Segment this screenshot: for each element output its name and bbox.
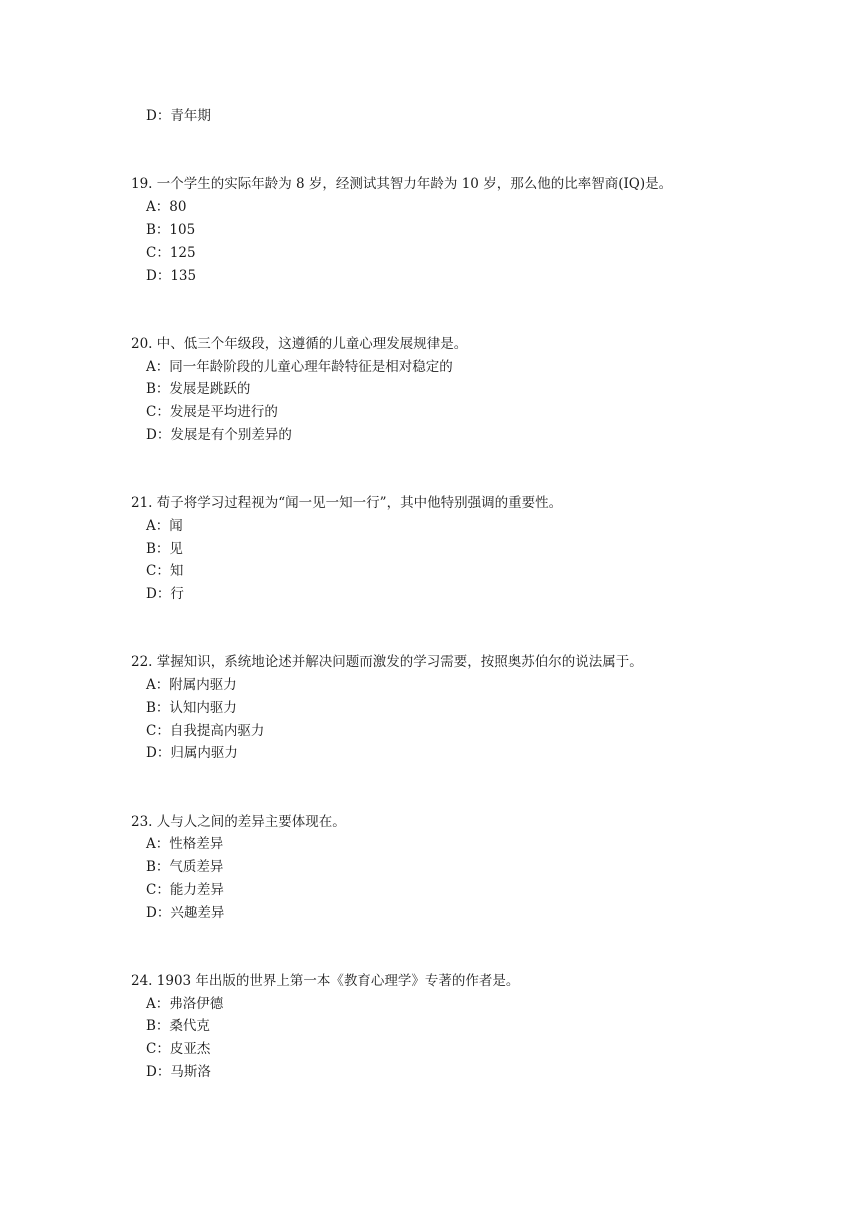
question-19-option-b: B：105 (146, 222, 196, 238)
question-19-option-c: C：125 (146, 245, 196, 261)
question-24-option-b: B：桑代克 (146, 1018, 210, 1034)
question-19-option-a: A：80 (146, 199, 187, 215)
question-19-stem: 19. 一个学生的实际年龄为 8 岁，经测试其智力年龄为 10 岁，那么他的比率智商(IQ)是。 (131, 176, 673, 192)
question-23-option-c: C：能力差异 (146, 882, 224, 898)
question-21-stem: 21. 荀子将学习过程视为“闻一见一知一行”，其中他特别强调的重要性。 (131, 495, 563, 511)
question-20-option-b: B：发展是跳跃的 (146, 381, 251, 397)
question-21-option-d: D：行 (146, 586, 184, 602)
question-23-option-b: B：气质差异 (146, 859, 224, 875)
question-22-stem: 22. 掌握知识，系统地论述并解决问题而激发的学习需要，按照奥苏伯尔的说法属于。 (131, 654, 643, 670)
question-20-stem: 20. 中、低三个年级段，这遵循的儿童心理发展规律是。 (131, 336, 468, 352)
question-24-option-a: A：弗洛伊德 (146, 996, 224, 1012)
question-22-option-c: C：自我提高内驱力 (146, 723, 265, 739)
question-22-option-b: B：认知内驱力 (146, 700, 237, 716)
question-21-option-b: B：见 (146, 541, 183, 557)
question-24-stem: 24. 1903 年出版的世界上第一本《教育心理学》专著的作者是。 (131, 973, 520, 989)
option-d-prev: D：青年期 (146, 108, 211, 124)
question-23-option-d: D：兴趣差异 (146, 905, 225, 921)
question-22-option-d: D：归属内驱力 (146, 745, 238, 761)
question-20-option-d: D：发展是有个别差异的 (146, 427, 292, 443)
question-21-option-c: C：知 (146, 563, 184, 579)
question-23-option-a: A：性格差异 (146, 836, 224, 852)
question-20-option-a: A：同一年龄阶段的儿童心理年龄特征是相对稳定的 (146, 359, 453, 375)
question-23-stem: 23. 人与人之间的差异主要体现在。 (131, 814, 346, 830)
question-24-option-d: D：马斯洛 (146, 1064, 211, 1080)
question-20-option-c: C：发展是平均进行的 (146, 404, 278, 420)
question-19-option-d: D：135 (146, 268, 197, 284)
question-21-option-a: A：闻 (146, 518, 183, 534)
question-22-option-a: A：附属内驱力 (146, 677, 237, 693)
question-24-option-c: C：皮亚杰 (146, 1041, 211, 1057)
